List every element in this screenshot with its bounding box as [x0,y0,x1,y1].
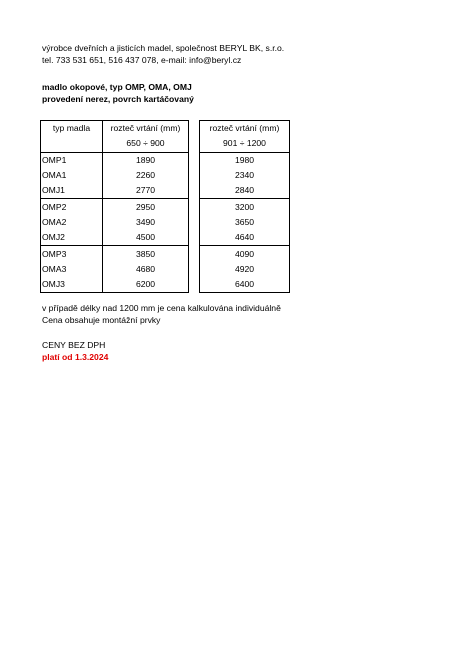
row-price-b: 2840 [200,183,290,199]
price-table-left [40,120,189,293]
row-price-b: 2340 [200,168,290,183]
row-price-a: 4500 [103,230,189,246]
row-price-b: 4090 [200,246,290,262]
table-row [200,246,290,262]
table-row [200,199,290,215]
row-price-b: 6400 [200,277,290,293]
row-price-b: 4920 [200,262,290,277]
row-type: OMJ1 [41,183,103,199]
table-row [41,199,189,215]
table-row [200,183,290,199]
valid-from: platí od 1.3.2024 [42,352,109,362]
row-price-a: 2950 [103,199,189,215]
row-type: OMA3 [41,262,103,277]
row-type: OMP2 [41,199,103,215]
table-row [41,168,189,183]
row-price-b: 3200 [200,199,290,215]
price-table-right [199,120,290,293]
row-type: OMJ3 [41,277,103,293]
prices-without-vat: CENY BEZ DPH [42,340,106,350]
table-row [200,277,290,293]
company-line: výrobce dveřních a jisticích madel, společnost BERYL BK, s.r.o. [42,43,285,53]
table-row [41,262,189,277]
table-row [200,262,290,277]
table-row [41,183,189,199]
col-header-type: typ madla [41,121,103,137]
col-header-range-b: 901 ÷ 1200 [200,136,290,152]
product-finish: provedení nerez, povrch kartáčovaný [42,94,194,104]
product-title: madlo okopové, typ OMP, OMA, OMJ [42,82,192,92]
row-price-a: 4680 [103,262,189,277]
row-type: OMA2 [41,215,103,230]
table-row [41,215,189,230]
col-header-spacing-a: rozteč vrtání (mm) [103,121,189,137]
table-row [41,246,189,262]
row-price-a: 3850 [103,246,189,262]
col-header-spacing-b: rozteč vrtání (mm) [200,121,290,137]
row-type: OMP1 [41,152,103,168]
table-row [41,277,189,293]
col-header-range-a: 650 ÷ 900 [103,136,189,152]
row-price-b: 3650 [200,215,290,230]
table-row [200,230,290,246]
row-price-a: 1890 [103,152,189,168]
row-type: OMP3 [41,246,103,262]
row-price-a: 6200 [103,277,189,293]
note-mounting: Cena obsahuje montážní prvky [42,315,161,325]
contact-line: tel. 733 531 651, 516 437 078, e-mail: info@beryl.cz [42,55,242,65]
table-row [41,230,189,246]
row-price-b: 1980 [200,152,290,168]
row-price-a: 2260 [103,168,189,183]
table-row [41,152,189,168]
table-row [200,152,290,168]
note-individual-pricing: v případě délky nad 1200 mm je cena kalkulována individuálně [42,303,281,313]
row-price-a: 2770 [103,183,189,199]
table-row [200,168,290,183]
row-price-b: 4640 [200,230,290,246]
row-type: OMJ2 [41,230,103,246]
row-price-a: 3490 [103,215,189,230]
row-type: OMA1 [41,168,103,183]
table-row [200,215,290,230]
col-header-type-blank [41,136,103,152]
